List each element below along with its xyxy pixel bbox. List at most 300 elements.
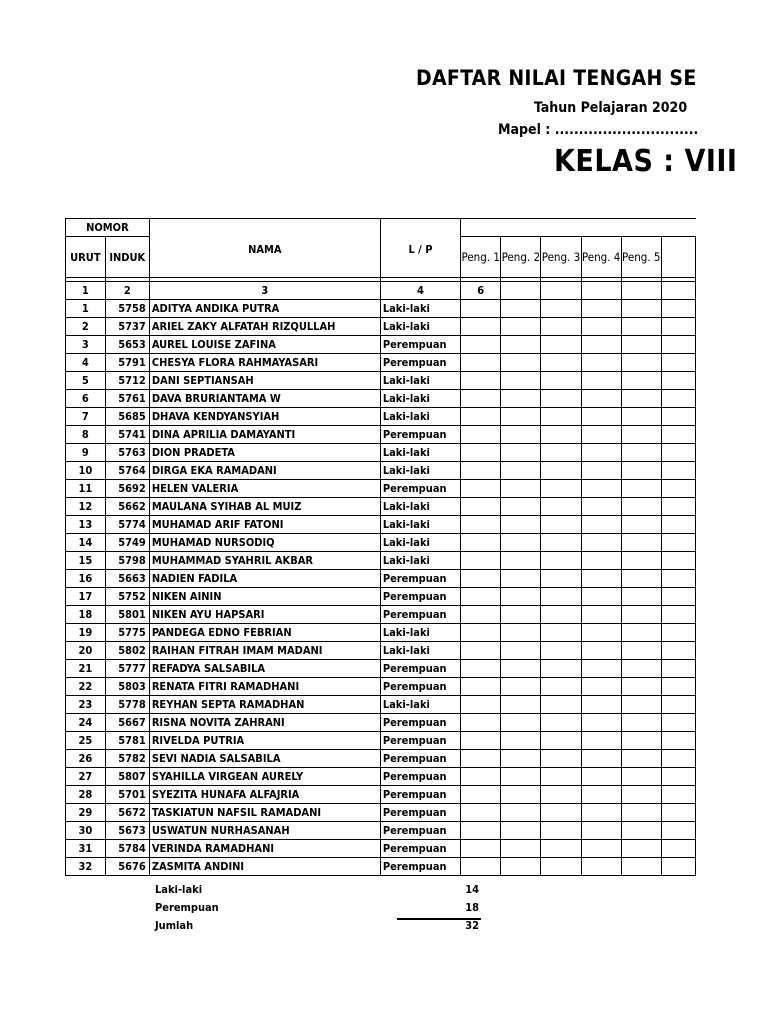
score-cell[interactable] xyxy=(501,516,541,534)
peng-1-header: Peng. 1 xyxy=(461,237,501,278)
score-cell[interactable] xyxy=(461,804,501,822)
table-row xyxy=(66,804,696,822)
score-cell[interactable] xyxy=(661,858,695,876)
nama-cell: MUHAMMAD SYAHRIL AKBAR xyxy=(149,552,380,570)
nama-cell: ADITYA ANDIKA PUTRA xyxy=(149,300,380,318)
score-cell[interactable] xyxy=(501,534,541,552)
table-row xyxy=(66,318,696,336)
score-cell[interactable] xyxy=(461,642,501,660)
score-cell[interactable] xyxy=(541,588,581,606)
score-cell[interactable] xyxy=(661,408,695,426)
score-cell[interactable] xyxy=(501,300,541,318)
score-cell[interactable] xyxy=(621,588,661,606)
nama-cell: RISNA NOVITA ZAHRANI xyxy=(149,714,380,732)
score-cell[interactable] xyxy=(501,606,541,624)
score-cell[interactable] xyxy=(621,498,661,516)
score-cell[interactable] xyxy=(661,444,695,462)
score-cell[interactable] xyxy=(621,804,661,822)
score-cell[interactable] xyxy=(661,336,695,354)
induk-cell: 5801 xyxy=(105,606,149,624)
induk-cell: 5749 xyxy=(105,534,149,552)
score-cell[interactable] xyxy=(461,696,501,714)
score-cell[interactable] xyxy=(581,750,621,768)
peng-2-header: Peng. 2 xyxy=(501,237,541,278)
score-cell[interactable] xyxy=(461,462,501,480)
score-cell[interactable] xyxy=(461,714,501,732)
score-cell[interactable] xyxy=(661,768,695,786)
nama-header: NAMA xyxy=(149,219,380,278)
score-cell[interactable] xyxy=(461,858,501,876)
urut-cell: 32 xyxy=(66,858,106,876)
score-cell[interactable] xyxy=(541,858,581,876)
score-cell[interactable] xyxy=(581,642,621,660)
score-cell[interactable] xyxy=(541,804,581,822)
score-cell[interactable] xyxy=(501,804,541,822)
score-cell[interactable] xyxy=(661,786,695,804)
summary-perempuan-value: 18 xyxy=(465,901,479,914)
score-cell[interactable] xyxy=(581,372,621,390)
score-cell[interactable] xyxy=(501,462,541,480)
score-cell[interactable] xyxy=(541,786,581,804)
nama-cell: USWATUN NURHASANAH xyxy=(149,822,380,840)
score-cell[interactable] xyxy=(541,462,581,480)
lp-cell: Laki-laki xyxy=(380,444,460,462)
score-cell[interactable] xyxy=(581,354,621,372)
score-cell[interactable] xyxy=(661,390,695,408)
table-row xyxy=(66,768,696,786)
urut-cell: 25 xyxy=(66,732,106,750)
score-cell[interactable] xyxy=(581,840,621,858)
score-cell[interactable] xyxy=(541,678,581,696)
induk-cell: 5737 xyxy=(105,318,149,336)
score-cell[interactable] xyxy=(501,660,541,678)
score-cell[interactable] xyxy=(661,300,695,318)
score-cell[interactable] xyxy=(621,840,661,858)
score-cell[interactable] xyxy=(621,480,661,498)
score-cell[interactable] xyxy=(621,408,661,426)
table-row xyxy=(66,642,696,660)
score-cell[interactable] xyxy=(461,678,501,696)
lp-cell: Perempuan xyxy=(380,606,460,624)
score-cell[interactable] xyxy=(581,624,621,642)
lp-cell: Laki-laki xyxy=(380,534,460,552)
document-title: DAFTAR NILAI TENGAH SE xyxy=(416,66,697,90)
score-cell[interactable] xyxy=(501,750,541,768)
score-cell[interactable] xyxy=(661,534,695,552)
score-cell[interactable] xyxy=(501,444,541,462)
score-cell[interactable] xyxy=(581,516,621,534)
score-cell[interactable] xyxy=(461,732,501,750)
peng-group-header xyxy=(461,219,696,237)
score-cell[interactable] xyxy=(621,354,661,372)
induk-cell: 5775 xyxy=(105,624,149,642)
score-cell[interactable] xyxy=(581,678,621,696)
score-cell[interactable] xyxy=(661,840,695,858)
score-cell[interactable] xyxy=(541,354,581,372)
score-cell[interactable] xyxy=(541,552,581,570)
score-cell[interactable] xyxy=(621,444,661,462)
lp-cell: Perempuan xyxy=(380,570,460,588)
score-cell[interactable] xyxy=(541,660,581,678)
peng-6-header xyxy=(661,237,695,278)
colnum-1: 1 xyxy=(66,282,106,300)
score-cell[interactable] xyxy=(461,552,501,570)
lp-cell: Laki-laki xyxy=(380,408,460,426)
score-cell[interactable] xyxy=(581,408,621,426)
urut-cell: 3 xyxy=(66,336,106,354)
score-cell[interactable] xyxy=(501,642,541,660)
score-cell[interactable] xyxy=(461,822,501,840)
score-cell[interactable] xyxy=(621,858,661,876)
score-cell[interactable] xyxy=(541,840,581,858)
nama-cell: ARIEL ZAKY ALFATAH RIZQULLAH xyxy=(149,318,380,336)
score-cell[interactable] xyxy=(621,642,661,660)
nama-cell: SYAHILLA VIRGEAN AURELY xyxy=(149,768,380,786)
score-cell[interactable] xyxy=(661,372,695,390)
score-cell[interactable] xyxy=(501,372,541,390)
score-cell[interactable] xyxy=(541,606,581,624)
score-cell[interactable] xyxy=(621,732,661,750)
urut-cell: 26 xyxy=(66,750,106,768)
score-cell[interactable] xyxy=(461,390,501,408)
score-cell[interactable] xyxy=(621,750,661,768)
score-cell[interactable] xyxy=(621,606,661,624)
score-cell[interactable] xyxy=(541,516,581,534)
score-cell[interactable] xyxy=(661,624,695,642)
urut-cell: 9 xyxy=(66,444,106,462)
lp-cell: Laki-laki xyxy=(380,318,460,336)
score-cell[interactable] xyxy=(541,642,581,660)
nama-cell: RAIHAN FITRAH IMAM MADANI xyxy=(149,642,380,660)
lp-cell: Perempuan xyxy=(380,732,460,750)
score-cell[interactable] xyxy=(541,498,581,516)
score-cell[interactable] xyxy=(661,426,695,444)
lp-cell: Perempuan xyxy=(380,660,460,678)
score-cell[interactable] xyxy=(461,840,501,858)
score-cell[interactable] xyxy=(501,624,541,642)
table-row xyxy=(66,678,696,696)
score-cell[interactable] xyxy=(461,426,501,444)
urut-cell: 31 xyxy=(66,840,106,858)
score-cell[interactable] xyxy=(581,534,621,552)
score-cell[interactable] xyxy=(661,642,695,660)
induk-cell: 5798 xyxy=(105,552,149,570)
score-cell[interactable] xyxy=(501,696,541,714)
table-row xyxy=(66,444,696,462)
table-row xyxy=(66,390,696,408)
urut-header: URUT xyxy=(66,237,106,278)
score-cell[interactable] xyxy=(461,534,501,552)
nama-cell: RENATA FITRI RAMADHANI xyxy=(149,678,380,696)
urut-cell: 21 xyxy=(66,660,106,678)
score-cell[interactable] xyxy=(501,714,541,732)
score-cell[interactable] xyxy=(461,768,501,786)
score-cell[interactable] xyxy=(461,606,501,624)
lp-cell: Perempuan xyxy=(380,804,460,822)
induk-cell: 5791 xyxy=(105,354,149,372)
score-cell[interactable] xyxy=(661,732,695,750)
summary-jumlah-row xyxy=(153,919,483,937)
column-number-row xyxy=(66,282,696,300)
lp-cell: Laki-laki xyxy=(380,552,460,570)
score-cell[interactable] xyxy=(461,516,501,534)
summary-laki-row xyxy=(153,883,483,901)
nama-cell: DIRGA EKA RAMADANI xyxy=(149,462,380,480)
nama-cell: PANDEGA EDNO FEBRIAN xyxy=(149,624,380,642)
lp-cell: Laki-laki xyxy=(380,300,460,318)
induk-cell: 5807 xyxy=(105,768,149,786)
score-cell[interactable] xyxy=(661,570,695,588)
induk-cell: 5667 xyxy=(105,714,149,732)
score-cell[interactable] xyxy=(501,426,541,444)
score-cell[interactable] xyxy=(501,390,541,408)
score-cell[interactable] xyxy=(501,732,541,750)
urut-cell: 16 xyxy=(66,570,106,588)
urut-cell: 13 xyxy=(66,516,106,534)
score-cell[interactable] xyxy=(621,318,661,336)
score-cell[interactable] xyxy=(661,588,695,606)
lp-cell: Perempuan xyxy=(380,480,460,498)
induk-cell: 5673 xyxy=(105,822,149,840)
urut-cell: 24 xyxy=(66,714,106,732)
nama-cell: TASKIATUN NAFSIL RAMADANI xyxy=(149,804,380,822)
score-cell[interactable] xyxy=(501,318,541,336)
induk-cell: 5777 xyxy=(105,660,149,678)
urut-cell: 14 xyxy=(66,534,106,552)
score-cell[interactable] xyxy=(501,588,541,606)
score-cell[interactable] xyxy=(501,336,541,354)
score-cell[interactable] xyxy=(661,606,695,624)
score-cell[interactable] xyxy=(581,444,621,462)
nama-cell: RIVELDA PUTRIA xyxy=(149,732,380,750)
score-cell[interactable] xyxy=(461,480,501,498)
score-cell[interactable] xyxy=(461,624,501,642)
score-cell[interactable] xyxy=(461,318,501,336)
table-row xyxy=(66,534,696,552)
score-cell[interactable] xyxy=(621,570,661,588)
score-cell[interactable] xyxy=(621,786,661,804)
peng-4-header: Peng. 4 xyxy=(581,237,621,278)
colnum-2: 2 xyxy=(105,282,149,300)
score-cell[interactable] xyxy=(581,336,621,354)
score-cell[interactable] xyxy=(581,660,621,678)
score-cell[interactable] xyxy=(541,426,581,444)
score-cell[interactable] xyxy=(501,354,541,372)
table-row xyxy=(66,750,696,768)
induk-cell: 5758 xyxy=(105,300,149,318)
score-cell[interactable] xyxy=(661,822,695,840)
score-cell[interactable] xyxy=(541,534,581,552)
score-cell[interactable] xyxy=(461,300,501,318)
induk-cell: 5752 xyxy=(105,588,149,606)
urut-cell: 18 xyxy=(66,606,106,624)
induk-cell: 5662 xyxy=(105,498,149,516)
score-cell[interactable] xyxy=(621,372,661,390)
score-cell[interactable] xyxy=(581,768,621,786)
score-cell[interactable] xyxy=(501,408,541,426)
score-cell[interactable] xyxy=(541,444,581,462)
score-cell[interactable] xyxy=(661,678,695,696)
induk-cell: 5784 xyxy=(105,840,149,858)
induk-cell: 5778 xyxy=(105,696,149,714)
lp-cell: Laki-laki xyxy=(380,498,460,516)
induk-header: INDUK xyxy=(105,237,149,278)
nama-cell: DAVA BRURIANTAMA W xyxy=(149,390,380,408)
score-cell[interactable] xyxy=(661,480,695,498)
summary-laki-value: 14 xyxy=(465,883,479,896)
score-cell[interactable] xyxy=(661,714,695,732)
score-cell[interactable] xyxy=(661,318,695,336)
score-cell[interactable] xyxy=(461,408,501,426)
score-cell[interactable] xyxy=(621,534,661,552)
table-row xyxy=(66,426,696,444)
lp-cell: Perempuan xyxy=(380,678,460,696)
score-cell[interactable] xyxy=(541,480,581,498)
score-cell[interactable] xyxy=(621,678,661,696)
score-cell[interactable] xyxy=(541,300,581,318)
urut-cell: 30 xyxy=(66,822,106,840)
score-cell[interactable] xyxy=(501,570,541,588)
score-cell[interactable] xyxy=(621,516,661,534)
score-cell[interactable] xyxy=(621,822,661,840)
score-cell[interactable] xyxy=(581,426,621,444)
score-cell[interactable] xyxy=(581,804,621,822)
score-cell[interactable] xyxy=(621,660,661,678)
score-cell[interactable] xyxy=(461,588,501,606)
score-cell[interactable] xyxy=(581,588,621,606)
score-cell[interactable] xyxy=(621,336,661,354)
induk-cell: 5782 xyxy=(105,750,149,768)
score-cell[interactable] xyxy=(501,840,541,858)
score-cell[interactable] xyxy=(541,750,581,768)
score-cell[interactable] xyxy=(501,552,541,570)
score-cell[interactable] xyxy=(581,696,621,714)
score-cell[interactable] xyxy=(541,570,581,588)
score-cell[interactable] xyxy=(581,732,621,750)
score-cell[interactable] xyxy=(461,498,501,516)
score-cell[interactable] xyxy=(501,858,541,876)
score-cell[interactable] xyxy=(621,390,661,408)
score-cell[interactable] xyxy=(661,516,695,534)
score-cell[interactable] xyxy=(501,480,541,498)
score-cell[interactable] xyxy=(541,732,581,750)
urut-cell: 7 xyxy=(66,408,106,426)
score-cell[interactable] xyxy=(661,804,695,822)
score-cell[interactable] xyxy=(581,390,621,408)
score-cell[interactable] xyxy=(621,462,661,480)
table-row xyxy=(66,786,696,804)
score-cell[interactable] xyxy=(661,552,695,570)
score-cell[interactable] xyxy=(461,786,501,804)
score-cell[interactable] xyxy=(621,714,661,732)
score-cell[interactable] xyxy=(621,426,661,444)
nama-cell: DION PRADETA xyxy=(149,444,380,462)
score-cell[interactable] xyxy=(581,300,621,318)
lp-cell: Laki-laki xyxy=(380,696,460,714)
score-cell[interactable] xyxy=(661,462,695,480)
induk-cell: 5672 xyxy=(105,804,149,822)
colnum-6: 6 xyxy=(461,282,501,300)
score-cell[interactable] xyxy=(661,354,695,372)
score-cell[interactable] xyxy=(501,786,541,804)
score-cell[interactable] xyxy=(541,768,581,786)
score-cell[interactable] xyxy=(501,678,541,696)
score-cell[interactable] xyxy=(461,444,501,462)
score-cell[interactable] xyxy=(621,768,661,786)
score-cell[interactable] xyxy=(461,750,501,768)
score-cell[interactable] xyxy=(541,408,581,426)
score-cell[interactable] xyxy=(581,786,621,804)
score-cell[interactable] xyxy=(501,768,541,786)
score-cell[interactable] xyxy=(621,300,661,318)
nama-cell: NIKEN AYU HAPSARI xyxy=(149,606,380,624)
score-cell[interactable] xyxy=(541,696,581,714)
urut-cell: 28 xyxy=(66,786,106,804)
score-cell[interactable] xyxy=(581,714,621,732)
score-cell[interactable] xyxy=(541,624,581,642)
lp-cell: Perempuan xyxy=(380,822,460,840)
score-cell[interactable] xyxy=(621,552,661,570)
score-cell[interactable] xyxy=(501,498,541,516)
induk-cell: 5802 xyxy=(105,642,149,660)
score-cell[interactable] xyxy=(581,570,621,588)
table-row xyxy=(66,588,696,606)
score-cell[interactable] xyxy=(501,822,541,840)
score-cell[interactable] xyxy=(621,696,661,714)
score-cell[interactable] xyxy=(541,372,581,390)
score-cell[interactable] xyxy=(461,354,501,372)
peng-5-header: Peng. 5 xyxy=(621,237,661,278)
score-cell[interactable] xyxy=(581,498,621,516)
urut-cell: 11 xyxy=(66,480,106,498)
score-cell[interactable] xyxy=(581,318,621,336)
score-cell[interactable] xyxy=(581,552,621,570)
table-row xyxy=(66,336,696,354)
score-cell[interactable] xyxy=(461,660,501,678)
nama-cell: REYHAN SEPTA RAMADHAN xyxy=(149,696,380,714)
table-row xyxy=(66,462,696,480)
score-cell[interactable] xyxy=(461,336,501,354)
score-cell[interactable] xyxy=(621,624,661,642)
score-cell[interactable] xyxy=(541,336,581,354)
score-cell[interactable] xyxy=(661,498,695,516)
score-cell[interactable] xyxy=(461,570,501,588)
peng-3-header: Peng. 3 xyxy=(541,237,581,278)
lp-cell: Perempuan xyxy=(380,426,460,444)
score-cell[interactable] xyxy=(541,390,581,408)
score-cell[interactable] xyxy=(581,480,621,498)
score-cell[interactable] xyxy=(661,696,695,714)
score-cell[interactable] xyxy=(541,318,581,336)
score-cell[interactable] xyxy=(581,606,621,624)
score-cell[interactable] xyxy=(581,858,621,876)
urut-cell: 5 xyxy=(66,372,106,390)
lp-cell: Laki-laki xyxy=(380,390,460,408)
score-cell[interactable] xyxy=(541,822,581,840)
score-cell[interactable] xyxy=(581,462,621,480)
score-cell[interactable] xyxy=(541,714,581,732)
nama-cell: SEVI NADIA SALSABILA xyxy=(149,750,380,768)
score-cell[interactable] xyxy=(661,750,695,768)
header-row-1 xyxy=(66,219,696,237)
score-cell[interactable] xyxy=(581,822,621,840)
score-cell[interactable] xyxy=(461,372,501,390)
colnum-3: 3 xyxy=(149,282,380,300)
summary-jumlah-label: Jumlah xyxy=(155,919,194,932)
lp-cell: Laki-laki xyxy=(380,462,460,480)
lp-cell: Laki-laki xyxy=(380,624,460,642)
score-cell[interactable] xyxy=(661,660,695,678)
